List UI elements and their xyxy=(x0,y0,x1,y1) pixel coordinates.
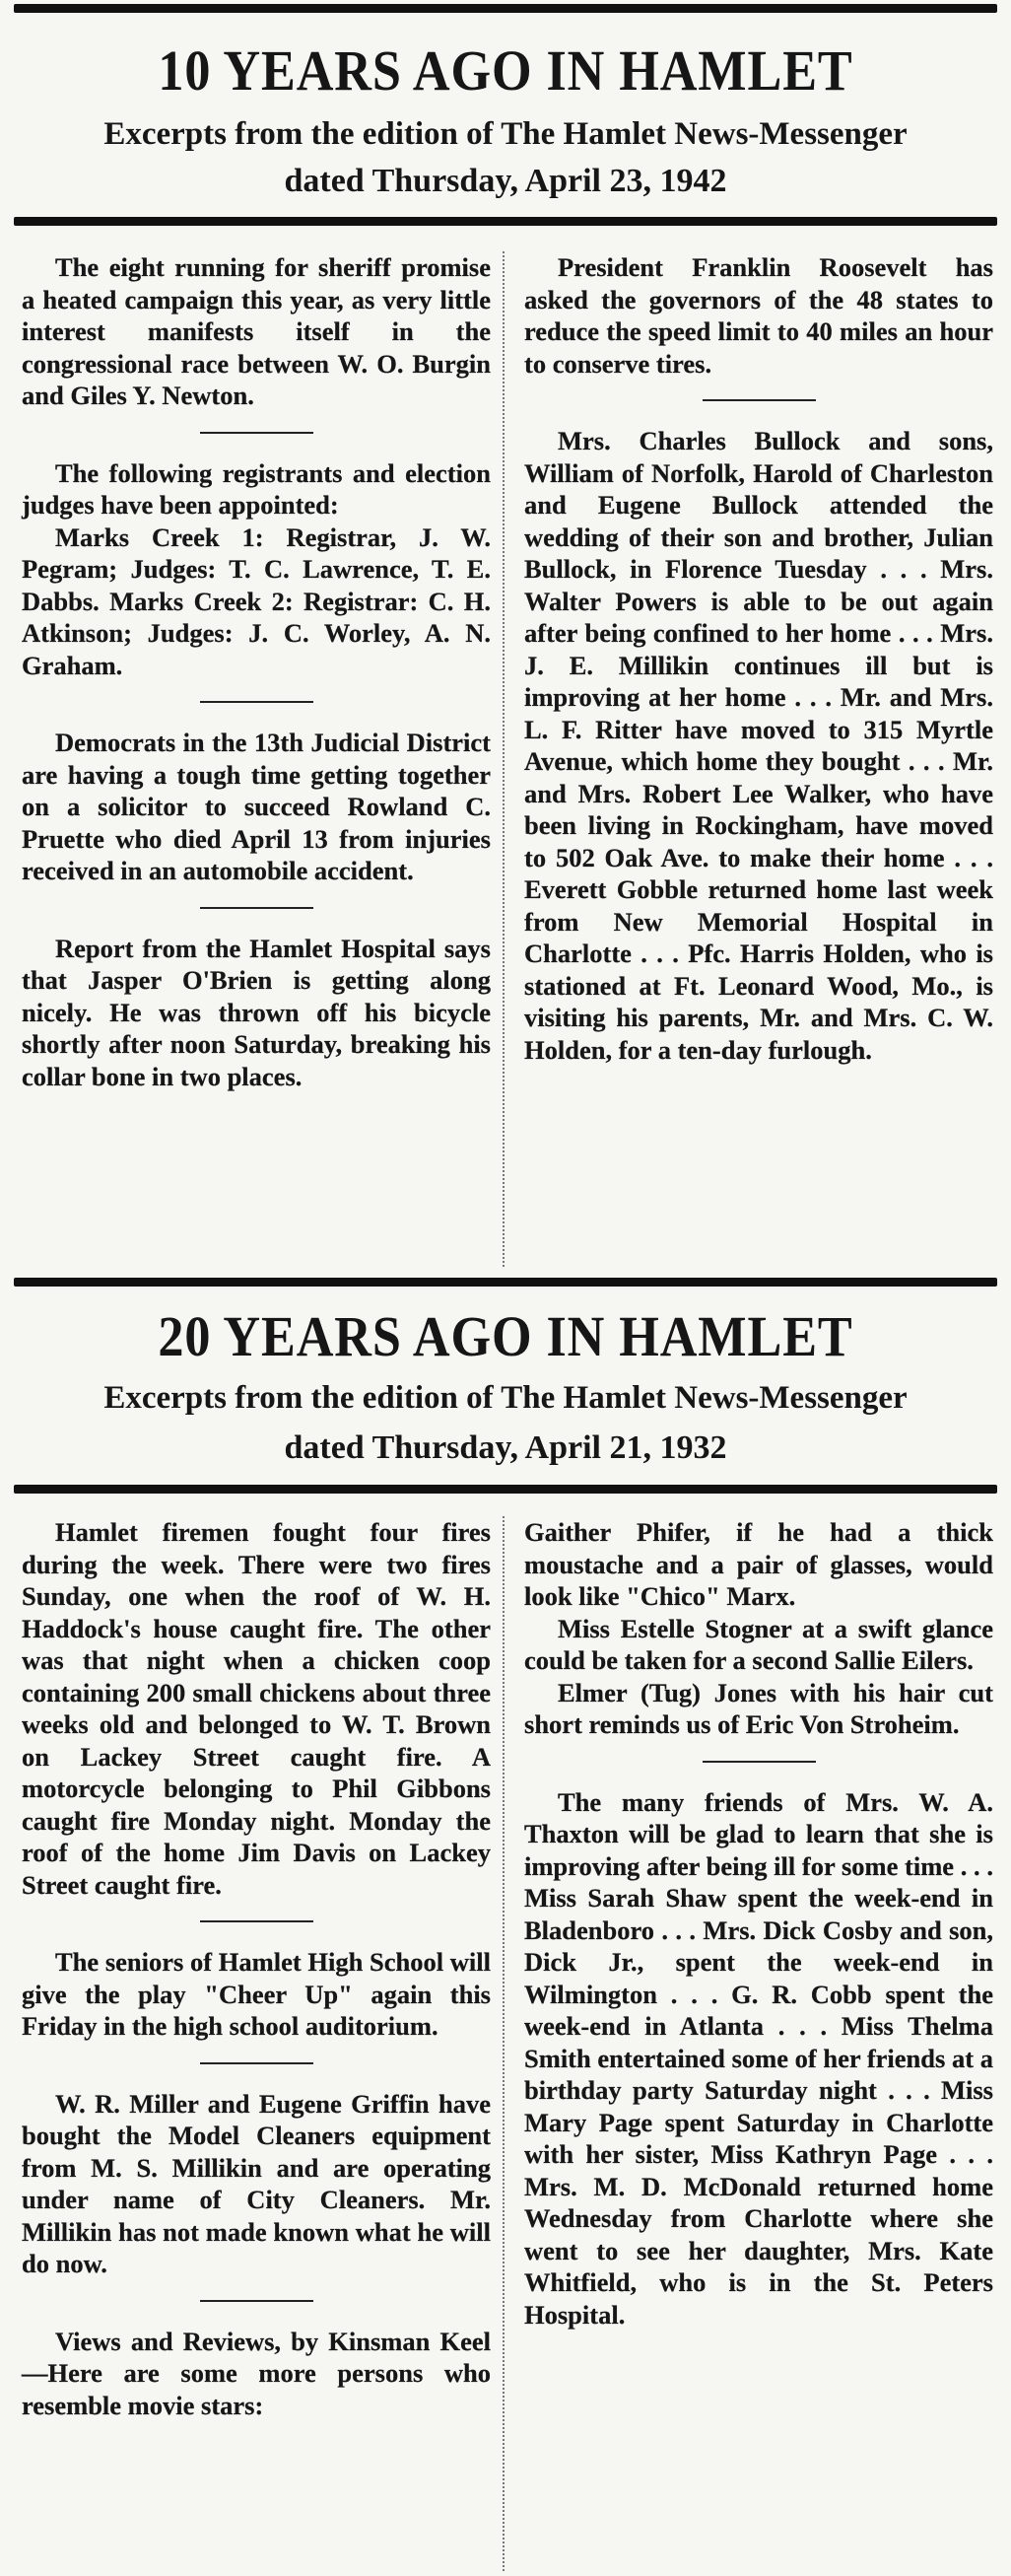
separator xyxy=(200,701,313,703)
lookalike-jones: Elmer (Tug) Jones with his hair cut short reminds us of Eric Von Stroheim. xyxy=(524,1677,993,1739)
separator xyxy=(200,907,313,909)
section2-title: 20 YEARS AGO IN HAMLET xyxy=(158,1304,853,1368)
section2-dateline: dated Thursday, April 21, 1932 xyxy=(284,1429,727,1466)
article-hospital: Report from the Hamlet Hospital says that Jasper O'Brien is getting along nicely. He was thrown off his bicycle shortly after noon Saturday, breaking his collar bone in two places. xyxy=(22,933,491,1091)
section2-top-rule xyxy=(14,1278,997,1287)
article-cleaners: W. R. Miller and Eugene Griffin have bought the Model Cleaners equipment from M. S. Millikin and are operating under name of City Cleaners. Mr. Millikin has not made known what he will do now. xyxy=(22,2088,491,2278)
section1-body xyxy=(0,251,1011,1267)
section1-subtitle: Excerpts from the edition of The Hamlet News-Messenger xyxy=(103,116,908,152)
section2-body xyxy=(0,1516,1011,2571)
article-firemen: Hamlet firemen fought four fires during the week. There were two fires Sunday, one when the roof of W. H. Haddock's house caught fire. The other was that night when a chicken coop containing 200 small chickens about three weeks old and belonged to W. T. Brown on Lackey Street caught fire. A motorcycle belonging to Phil Gibbons caught fire Monday night. Monday the roof of the home Jim Davis on Lackey Street caught fire. xyxy=(22,1517,491,1900)
separator xyxy=(703,1761,816,1763)
lookalike-stogner: Miss Estelle Stogner at a swift glance could be taken for a second Sallie Eilers. xyxy=(524,1613,993,1675)
article-views-reviews: Views and Reviews, by Kinsman Keel—Here are some more persons who resemble movie stars: xyxy=(22,2326,491,2420)
article-registrants: The following registrants and election judges have been appointed: xyxy=(22,457,491,520)
separator xyxy=(200,2062,313,2064)
separator xyxy=(703,399,816,401)
section1-right-column xyxy=(524,251,993,1066)
article-roosevelt: President Franklin Roosevelt has asked the governors of the 48 states to reduce the speed limit to 40 miles an hour to conserve tires. xyxy=(524,252,993,379)
section2-right-column xyxy=(524,1516,993,2331)
column-divider xyxy=(503,251,505,1267)
top-rule xyxy=(14,4,997,13)
separator xyxy=(200,1920,313,1922)
article-seniors-play: The seniors of Hamlet High School will give the play "Cheer Up" again this Friday in the high school auditorium. xyxy=(22,1947,491,2041)
separator xyxy=(200,2300,313,2302)
section1-title: 10 YEARS AGO IN HAMLET xyxy=(158,38,853,103)
lookalike-phifer: Gaither Phifer, if he had a thick moustache and a pair of glasses, would look like "Chico" Marx. xyxy=(524,1517,993,1611)
article-personals-1932: The many friends of Mrs. W. A. Thaxton will be glad to learn that she is improving after being ill for some time . . . Miss Sarah Shaw spent the week-end in Bladenboro . . . Mrs. Dick Cosby and son, Dick Jr., spent the week-end in Wilmington . . . G. R. Cobb spent the week-end in Atlanta . . . Miss Thelma Smith entertained some of her friends at a birthday party Saturday night . . . Miss Mary Page spent Saturday in Charlotte with her sister, Miss Kathryn Page . . . Mrs. M. D. McDonald returned home Wednesday from Charlotte where she went to see her daughter, Mrs. Kate Whitfield, who is in the St. Peters Hospital. xyxy=(524,1786,993,2330)
separator xyxy=(200,432,313,434)
column-divider xyxy=(503,1516,505,2571)
section2-subtitle: Excerpts from the edition of The Hamlet News-Messenger xyxy=(103,1380,908,1416)
article-personals-1942: Mrs. Charles Bullock and sons, William of Norfolk, Harold of Charleston and Eugene Bullock attended the wedding of their son and brother, Julian Bullock, in Florence Tuesday . . . Mrs. Walter Powers is able to be out again after being confined to her home . . . Mrs. J. E. Millikin continues ill but is improving at her home . . . Mr. and Mrs. L. F. Ritter have moved to 315 Myrtle Avenue, which home they bought . . . Mr. and Mrs. Robert Lee Walker, who have been living in Rockingham, have moved to 502 Oak Ave. to make their home . . . Everett Gobble returned home last week from New Memorial Hospital in Charlotte . . . Pfc. Harris Holden, who is stationed at Ft. Leonard Wood, Mo., is visiting his parents, Mr. and Mrs. C. W. Holden, for a ten-day furlough. xyxy=(524,426,993,1065)
article-sheriff: The eight running for sheriff promise a heated campaign this year, as very little interest manifests itself in the congressional race between W. O. Burgin and Giles Y. Newton. xyxy=(22,252,491,410)
section1-header-rule xyxy=(14,217,997,226)
article-registrants-list: Marks Creek 1: Registrar, J. W. Pegram; Judges: T. C. Lawrence, T. E. Dabbs. Marks Creek 2: Registrar: C. H. Atkinson; Judges: J. C. Worley, A. N. Graham. xyxy=(22,522,491,680)
section2-left-column xyxy=(22,1516,491,2421)
section1-dateline: dated Thursday, April 23, 1942 xyxy=(284,163,727,199)
article-democrats: Democrats in the 13th Judicial District are having a tough time getting together on a solicitor to succeed Rowland C. Pruette who died April 13 from injuries received in an automobile accident. xyxy=(22,728,491,885)
section1-left-column xyxy=(22,251,491,1092)
section2-header-rule xyxy=(14,1485,997,1494)
